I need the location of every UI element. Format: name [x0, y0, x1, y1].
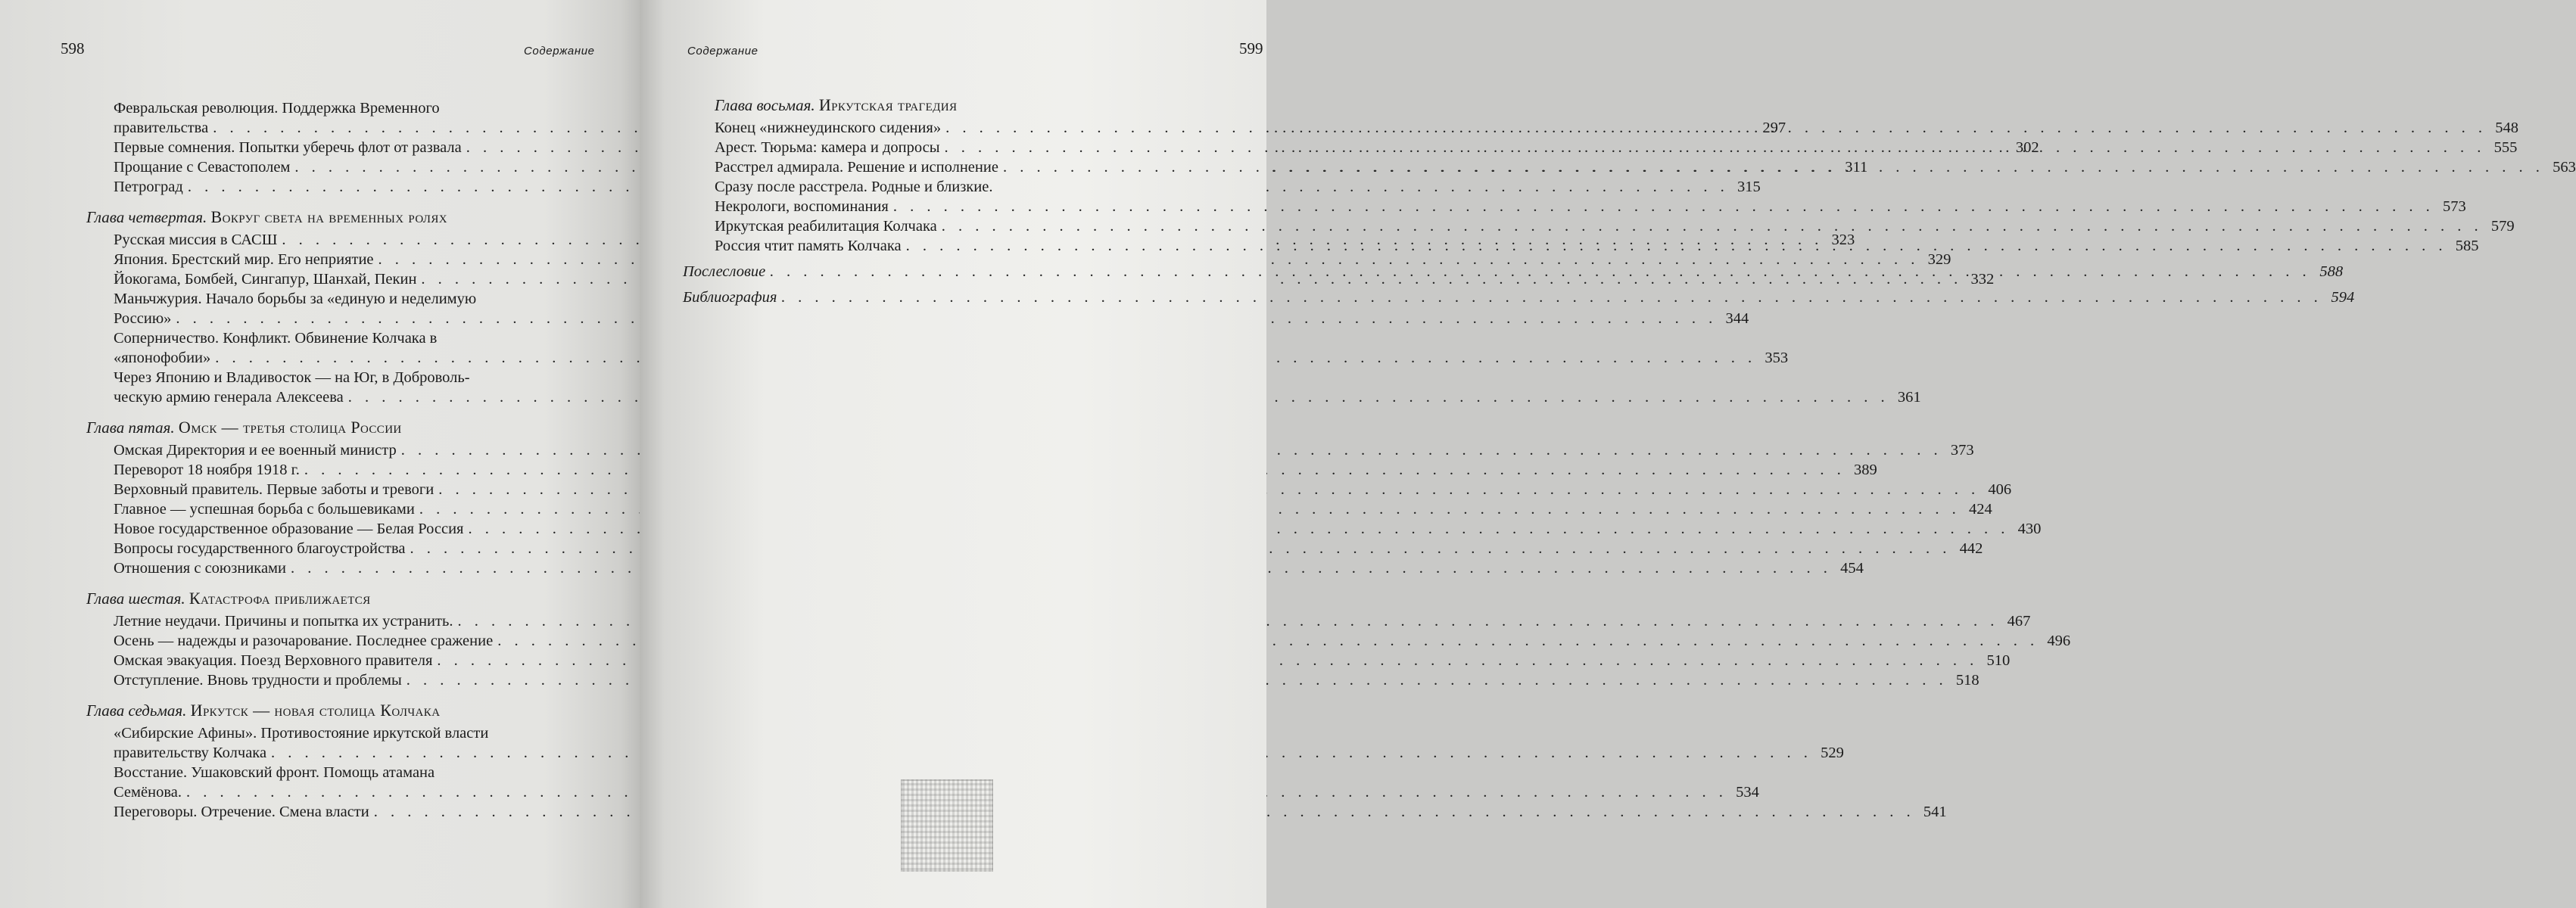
toc-page-number: 406	[1988, 481, 2012, 498]
toc-entry	[114, 539, 1983, 558]
chapter-title: Катастрофа приближается	[188, 589, 371, 608]
toc-entry-line: Япония. Брестский мир. Его неприятие	[114, 251, 374, 268]
toc-entry-line: Отступление. Вновь трудности и проблемы	[114, 672, 402, 689]
toc-page-number: 563	[2553, 159, 2576, 176]
chapter-label: Глава пятая.	[86, 418, 175, 437]
toc-entry	[114, 723, 1844, 763]
toc-entry	[114, 250, 1951, 269]
toc-page-number: 454	[1840, 560, 1864, 577]
toc-entry-last-line	[715, 216, 2515, 236]
chapter-heading	[86, 418, 598, 437]
toc-page-number: 573	[2442, 198, 2466, 215]
toc-entry-text	[715, 138, 2517, 157]
bleed-through-barcode	[901, 779, 993, 872]
toc-entry-line: Иркутская реабилитация Колчака	[715, 218, 937, 235]
toc-entry-line: «Сибирские Афины». Противостояние иркутской власти	[114, 725, 489, 742]
toc-page-number: 467	[2007, 613, 2031, 630]
chapter-title: Иркутск — новая столица Колчака	[190, 701, 441, 720]
toc-page-number: 555	[2493, 139, 2518, 156]
toc-entry	[114, 328, 1789, 368]
toc-page-number: 353	[1765, 350, 1789, 366]
toc-entry-line: Отношения с союзниками	[114, 560, 286, 577]
toc-entry	[114, 763, 1759, 802]
chapter-label: Глава седьмая.	[86, 701, 187, 720]
toc-entry	[114, 460, 1877, 480]
toc-backmatter-entry	[683, 288, 2355, 307]
dot-leader	[942, 216, 2483, 236]
running-head-left: Содержание	[524, 45, 595, 58]
toc-entry	[114, 631, 2071, 651]
toc-entry	[114, 670, 1980, 690]
toc-entry-last-line	[683, 288, 2354, 307]
toc-entry-line: правительства	[114, 120, 209, 136]
toc-entry-line: Семёнова.	[114, 784, 182, 801]
toc-page-number: 430	[2017, 521, 2042, 537]
toc-entry-text	[715, 216, 2515, 236]
toc-entry-text	[715, 177, 2466, 216]
backmatter-label: Библиография	[683, 289, 777, 306]
toc-entry-last-line	[715, 118, 2518, 138]
chapter-label: Глава четвертая.	[86, 208, 207, 226]
toc-page-number: 424	[1968, 501, 1992, 518]
dot-leader	[945, 138, 2486, 157]
toc-page-number: 534	[1736, 784, 1759, 801]
toc-page-number: 323	[1831, 232, 1855, 248]
toc-page-number: 344	[1725, 310, 1749, 327]
toc-page-number: 311	[1845, 159, 1868, 176]
toc-page-number: 510	[1986, 652, 2011, 669]
toc-entry-line: Прощание с Севастополем	[114, 159, 291, 176]
toc-entry-last-line	[715, 197, 2466, 216]
toc-entry	[114, 802, 1947, 822]
toc-page-number: 496	[2047, 633, 2071, 649]
toc-entry	[114, 440, 1974, 460]
chapter-label: Глава шестая.	[86, 589, 185, 608]
chapter-title: Иркутская трагедия	[818, 95, 958, 114]
toc-page-number: 548	[2495, 120, 2518, 136]
toc-entry-line: Россию»	[114, 310, 172, 327]
toc-page-number: 361	[1897, 389, 1921, 406]
running-head-right: Содержание	[687, 45, 758, 58]
toc-entry-line: Арест. Тюрьма: камера и допросы	[715, 139, 940, 156]
toc-entry-line: Восстание. Ушаковский фронт. Помощь атамана	[114, 764, 435, 781]
toc-entry-line: Февральская революция. Поддержка Временного	[114, 100, 440, 117]
chapter-heading	[715, 95, 1252, 115]
toc-page-number: 594	[2331, 289, 2355, 306]
toc-entry-line: Вопросы государственного благоустройства	[114, 540, 406, 557]
toc-entry-line: Расстрел адмирала. Решение и исполнение	[715, 159, 998, 176]
toc-page-number: 585	[2455, 238, 2479, 254]
chapter-heading	[86, 701, 598, 720]
toc-entry-line: Маньчжурия. Начало борьбы за «единую и неделимую	[114, 291, 477, 307]
toc-entry	[114, 611, 2031, 631]
chapter-title: Омск — третья столица России	[178, 418, 402, 437]
chapter-heading	[86, 589, 598, 608]
chapter-label: Глава восьмая.	[715, 96, 815, 114]
toc-entry-line: ческую армию генерала Алексеева	[114, 389, 344, 406]
toc-entry-text	[715, 118, 2518, 138]
toc-entry-line: Петроград	[114, 179, 183, 195]
dot-leader	[1003, 157, 2544, 177]
toc-entry-line: Верховный правитель. Первые заботы и тревоги	[114, 481, 435, 498]
toc-entry-last-line	[683, 262, 2343, 281]
toc-entry-last-line	[715, 236, 2479, 256]
dot-leader	[906, 236, 2447, 256]
toc-page-number: 315	[1737, 179, 1761, 195]
dot-leader	[770, 262, 2311, 281]
toc-entry	[715, 216, 2515, 236]
toc-entry-last-line	[715, 138, 2517, 157]
toc-page-number: 297	[1762, 120, 1786, 136]
page-number-left: 598	[61, 39, 85, 58]
toc-page-number: 541	[1923, 804, 1947, 820]
toc-page-number: 329	[1927, 251, 1951, 268]
toc-entry	[114, 480, 2012, 499]
toc-entry	[114, 519, 2042, 539]
toc-page-number: 389	[1853, 462, 1877, 478]
toc-entry-line: Конец «нижнеудинского сидения»	[715, 120, 942, 136]
toc-entry-line: Осень — надежды и разочарование. Последнее сражение	[114, 633, 494, 649]
toc-page-number: 332	[1970, 271, 1995, 288]
toc-entry-line: Через Японию и Владивосток — на Юг, в Доброволь-	[114, 369, 470, 386]
toc-entry-line: Некрологи, воспоминания	[715, 198, 889, 215]
dot-leader	[893, 197, 2434, 216]
toc-entry-text	[715, 157, 2576, 177]
toc-entry-line: «японофобии»	[114, 350, 211, 366]
toc-entry-line: Омская эвакуация. Поезд Верховного правителя	[114, 652, 433, 669]
toc-entry	[114, 558, 1864, 578]
toc-entry-line: Сразу после расстрела. Родные и близкие.	[715, 179, 993, 195]
chapter-heading	[86, 207, 598, 227]
toc-page-number: 442	[1959, 540, 1983, 557]
toc-page-number: 529	[1821, 745, 1844, 761]
toc-entry	[114, 651, 2011, 670]
toc-page-number: 579	[2490, 218, 2515, 235]
toc-page-number: 302	[2015, 139, 2039, 156]
toc-entry-line: Соперничество. Конфликт. Обвинение Колчака в	[114, 330, 438, 347]
toc-entry	[114, 499, 1992, 519]
chapter-title: Вокруг света на временных ролях	[210, 207, 448, 226]
toc-entry-line: Новое государственное образование — Белая Россия	[114, 521, 464, 537]
toc-entry-line: Главное — успешная борьба с большевиками	[114, 501, 415, 518]
toc-entry	[114, 368, 1921, 407]
page-number-right: 599	[1239, 39, 1263, 58]
toc-entry-line: Первые сомнения. Попытки уберечь флот от развала	[114, 139, 462, 156]
toc-entry-line: Йокогама, Бомбей, Сингапур, Шанхай, Пекин	[114, 271, 417, 288]
toc-entry-line: Переговоры. Отречение. Смена власти	[114, 804, 369, 820]
toc-entry-line: правительству Колчака	[114, 745, 267, 761]
dot-leader	[781, 288, 2322, 307]
toc-entry-line: Переворот 18 ноября 1918 г.	[114, 462, 300, 478]
toc-page-number: 518	[1955, 672, 1980, 689]
toc-entry-line: Русская миссия в САСШ	[114, 232, 278, 248]
toc-entry-text	[715, 236, 2479, 256]
toc-page-number: 588	[2319, 263, 2344, 280]
toc-entry-line: Омская Директория и ее военный министр	[114, 442, 397, 459]
backmatter-label: Послесловие	[683, 263, 766, 280]
toc-entry-last-line	[715, 157, 2576, 177]
dot-leader	[945, 118, 2487, 138]
toc-page-number: 373	[1950, 442, 1974, 459]
toc-entry-line: Россия чтит память Колчака	[715, 238, 902, 254]
toc-entry-line: Летние неудачи. Причины и попытка их устранить.	[114, 613, 453, 630]
